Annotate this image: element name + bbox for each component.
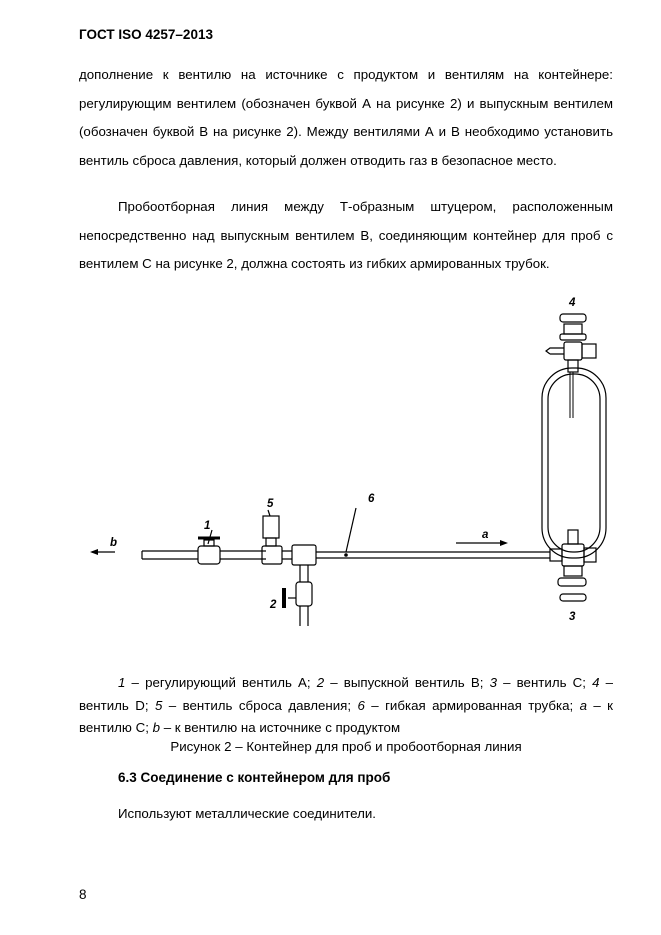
valve-5-body (263, 516, 279, 538)
label-a: a (482, 529, 489, 541)
valve-4-handle (560, 314, 586, 322)
valve-2-body (296, 582, 312, 606)
page-number: 8 (79, 887, 87, 902)
diagram-svg (80, 290, 620, 630)
label-2: 2 (270, 599, 277, 611)
label-3: 3 (569, 611, 576, 623)
main-pipe (142, 551, 198, 559)
paragraph-valves: дополнение к вентилю на источнике с продуктом и вентилям на контейнере: регулирующим вентилем (обозначен буквой А на рисунке 2) и выпускным вентилем (обозначен буквой В на рисунке 2). Между вентилями А и В необходимо установить вентиль сброса давления, который должен отводить газ в безопасное место. (79, 67, 613, 168)
tee-fitting (292, 545, 316, 565)
label-6: 6 (368, 493, 375, 505)
valve-1-body (198, 546, 220, 564)
valve-5-fitting (266, 538, 276, 546)
tee-left (262, 546, 282, 564)
label-5: 5 (267, 498, 274, 510)
paragraph-sampling-line: Пробоотборная линия между Т-образным штуцером, расположенным непосредственно над выпускным вентилем В, соединяющим контейнер для проб с вентилем С на рисунке 2, должна состоять из гибких армированных трубок. (79, 199, 613, 271)
label-1: 1 (204, 520, 211, 532)
valve-3-handle (558, 578, 586, 586)
main-pipe-mid (220, 551, 266, 559)
label-4: 4 (569, 297, 576, 309)
section-text: Используют металлические соединители. (118, 806, 376, 821)
section-heading: 6.3 Соединение с контейнером для проб (118, 770, 391, 785)
valve-3-body (562, 544, 584, 566)
figure-title: Рисунок 2 – Контейнер для проб и пробоотборная линия (170, 739, 522, 754)
figure-legend: 1 – регулирующий вентиль А; 2 – выпускной вентиль В; 3 – вентиль С; 4 – вентиль D; 5 – вентиль сброса давления; 6 – гибкая армированная трубка; a – к вентилю С; b – к вентилю на источнике с продуктом (79, 675, 614, 735)
document-header: ГОСТ ISO 4257–2013 (79, 27, 213, 42)
label-b: b (110, 537, 118, 549)
valve-4-body (564, 342, 582, 360)
figure-2-diagram (80, 290, 620, 630)
main-pipe-right (316, 552, 550, 558)
